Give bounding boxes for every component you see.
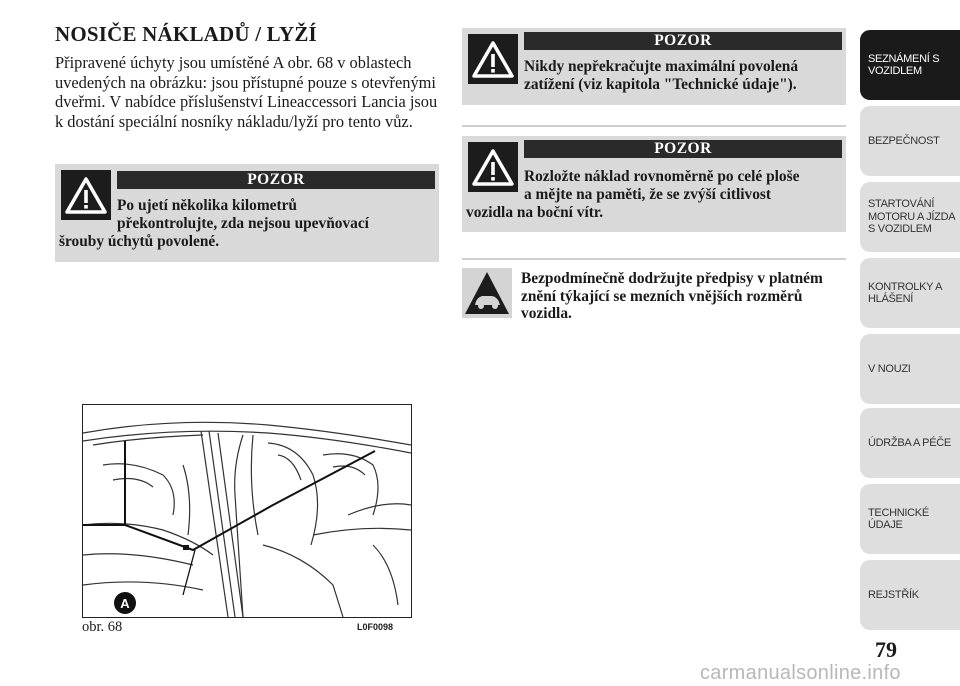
warning-triangle-icon (468, 142, 518, 192)
watermark: carmanualsonline.info (700, 662, 901, 684)
separator (462, 125, 846, 127)
warning-text-line: šrouby úchytů povolené. (59, 233, 220, 250)
warning-title: POZOR (524, 32, 842, 50)
tab-udrzba[interactable]: ÚDRŽBA A PÉČE (860, 408, 960, 478)
section-heading: NOSIČE NÁKLADŮ / LYŽÍ (55, 22, 317, 46)
tab-startovani[interactable]: STARTOVÁNÍ MOTORU A JÍZDA S VOZIDLEM (860, 182, 960, 252)
tab-bezpecnost[interactable]: BEZPEČNOST (860, 106, 960, 176)
warning-text-line: Rozložte náklad rovnoměrně po celé ploše (524, 168, 800, 185)
warning-box-2 (462, 28, 846, 105)
figure-car-interior (82, 404, 412, 618)
figure-code: L0F0098 (357, 622, 394, 632)
warning-triangle-icon (468, 34, 518, 84)
tab-v-nouzi[interactable]: V NOUZI (860, 334, 960, 404)
intro-paragraph: Připravené úchyty jsou umístěné A obr. 68 v oblastech uvedených na obrázku: jsou přístupné pouze s otevřenými dveřmi. V nabídce příslušenství Lineaccessori Lancia jsou k dostání speciální nosníky nákladu/lyží pro tento vůz. (55, 53, 438, 131)
note-text: Bezpodmínečně dodržujte předpisy v platném znění týkající se mezních vnějších rozměrů vozidla. (521, 270, 823, 322)
warning-triangle-icon (61, 170, 111, 220)
chapter-sidebar (860, 0, 960, 686)
car-interior-illustration (83, 405, 411, 617)
warning-box-3 (462, 136, 846, 232)
tab-rejstrik[interactable]: REJSTŘÍK (860, 560, 960, 630)
warning-text-line: překontrolujte, zda nejsou upevňovací (117, 215, 369, 232)
warning-text-line: a mějte na paměti, že se zvýší citlivost (524, 186, 772, 203)
warning-title: POZOR (117, 171, 435, 189)
separator (462, 258, 846, 260)
figure-marker-label: A (120, 596, 130, 611)
warning-text-line: Nikdy nepřekračujte maximální povolená (524, 58, 799, 75)
tab-kontrolky[interactable]: KONTROLKY A HLÁŠENÍ (860, 258, 960, 328)
warning-text-line: vozidla na boční vítr. (466, 204, 604, 221)
car-icon (462, 268, 512, 318)
warning-text-line: zatížení (viz kapitola "Technické údaje"). (524, 76, 797, 93)
warning-text-line: Po ujetí několika kilometrů (117, 197, 297, 214)
tab-technicke-udaje[interactable]: TECHNICKÉ ÚDAJE (860, 484, 960, 554)
warning-title: POZOR (524, 140, 842, 158)
tab-seznameni-s-vozidlem[interactable]: SEZNÁMENÍ S VOZIDLEM (860, 30, 960, 100)
warning-box-1 (55, 164, 439, 262)
figure-caption: obr. 68 (82, 619, 123, 635)
page-number: 79 (875, 637, 897, 662)
